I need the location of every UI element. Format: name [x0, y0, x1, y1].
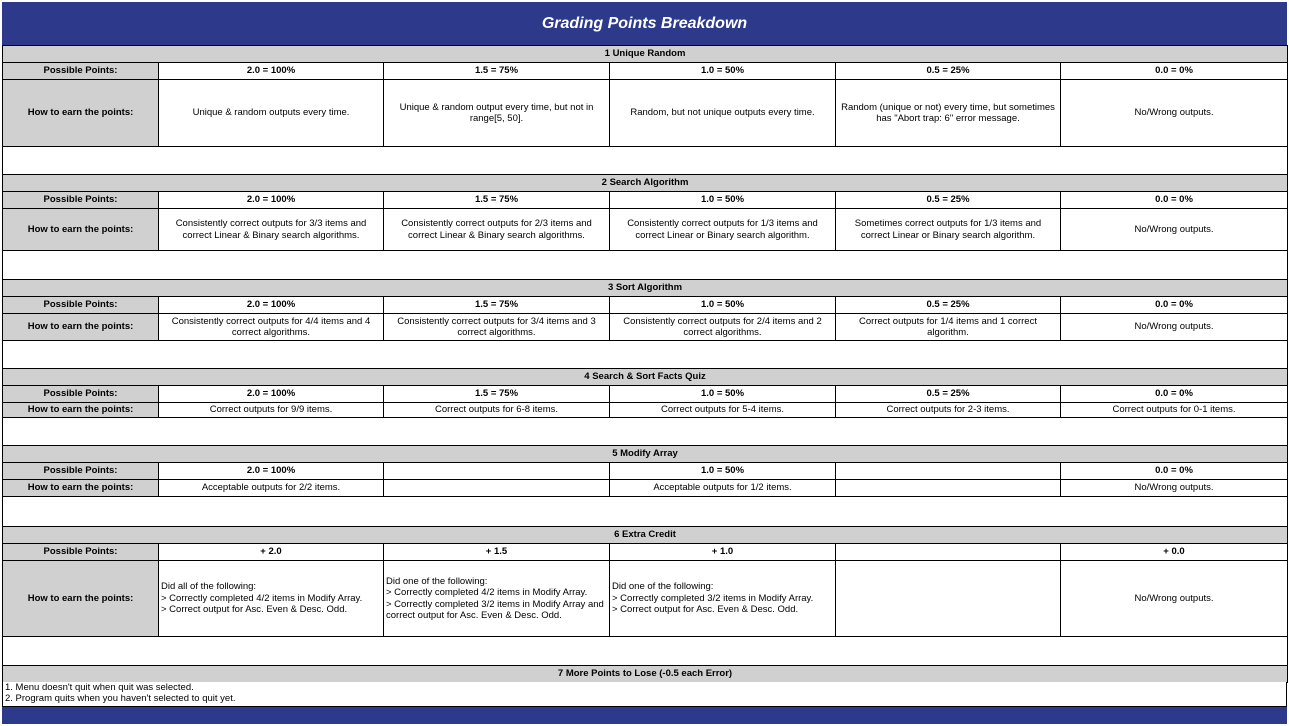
- points-header: + 1.5: [384, 544, 610, 561]
- criteria-cell: Did one of the following: > Correctly completed 3/2 items in Modify Array. > Correct output for Asc. Even & Desc. Odd.: [610, 561, 836, 637]
- points-header: [836, 463, 1061, 480]
- section-1-table: [2, 45, 1288, 175]
- criteria-cell: Random (unique or not) every time, but sometimes has "Abort trap: 6" error message.: [836, 80, 1061, 147]
- criteria-cell: Consistently correct outputs for 3/3 items and correct Linear & Binary search algorithms.: [159, 209, 384, 251]
- points-header: 1.0 = 50%: [610, 297, 836, 314]
- possible-points-label: Possible Points:: [3, 192, 159, 209]
- criteria-cell: Consistently correct outputs for 2/4 items and 2 correct algorithms.: [610, 314, 836, 341]
- criteria-cell: No/Wrong outputs.: [1061, 209, 1288, 251]
- criteria-cell: No/Wrong outputs.: [1061, 480, 1288, 497]
- how-to-earn-label: How to earn the points:: [3, 403, 159, 418]
- points-header: 1.0 = 50%: [610, 192, 836, 209]
- points-header: 0.0 = 0%: [1061, 63, 1288, 80]
- possible-points-label: Possible Points:: [3, 386, 159, 403]
- criteria-cell: Consistently correct outputs for 1/3 items and correct Linear or Binary search algorithm.: [610, 209, 836, 251]
- points-header: 0.5 = 25%: [836, 192, 1061, 209]
- criteria-cell: Unique & random outputs every time.: [159, 80, 384, 147]
- criteria-cell: Consistently correct outputs for 4/4 items and 4 correct algorithms.: [159, 314, 384, 341]
- penalty-list: [2, 682, 1287, 707]
- points-header: 2.0 = 100%: [159, 192, 384, 209]
- points-header: 1.0 = 50%: [610, 63, 836, 80]
- points-header: 1.0 = 50%: [610, 463, 836, 480]
- how-to-earn-label: How to earn the points:: [3, 314, 159, 341]
- criteria-cell: No/Wrong outputs.: [1061, 314, 1288, 341]
- points-header: 0.0 = 0%: [1061, 463, 1288, 480]
- points-header: + 2.0: [159, 544, 384, 561]
- how-to-earn-label: How to earn the points:: [3, 209, 159, 251]
- criteria-cell: Did all of the following: > Correctly completed 4/2 items in Modify Array. > Correct output for Asc. Even & Desc. Odd.: [159, 561, 384, 637]
- points-header: [384, 463, 610, 480]
- criteria-cell: Random, but not unique outputs every time.: [610, 80, 836, 147]
- section-3-table: [2, 279, 1288, 369]
- criteria-cell: Consistently correct outputs for 3/4 items and 3 correct algorithms.: [384, 314, 610, 341]
- points-header: 0.0 = 0%: [1061, 386, 1288, 403]
- spacer-row: [3, 637, 1288, 666]
- criteria-cell: [836, 561, 1061, 637]
- points-header: 1.5 = 75%: [384, 63, 610, 80]
- possible-points-label: Possible Points:: [3, 463, 159, 480]
- section-title: 2 Search Algorithm: [3, 175, 1288, 192]
- penalty-item: 1. Menu doesn't quit when quit was selected.: [5, 682, 194, 693]
- criteria-cell: [836, 480, 1061, 497]
- criteria-cell: Acceptable outputs for 1/2 items.: [610, 480, 836, 497]
- points-header: 2.0 = 100%: [159, 386, 384, 403]
- points-header: 1.5 = 75%: [384, 386, 610, 403]
- criteria-cell: Sometimes correct outputs for 1/3 items and correct Linear or Binary search algorithm.: [836, 209, 1061, 251]
- points-header: 1.0 = 50%: [610, 386, 836, 403]
- section-5-table: [2, 445, 1288, 527]
- points-header: + 1.0: [610, 544, 836, 561]
- points-header: [836, 544, 1061, 561]
- points-header: 2.0 = 100%: [159, 297, 384, 314]
- criteria-cell: [384, 480, 610, 497]
- criteria-cell: Correct outputs for 6-8 items.: [384, 403, 610, 418]
- criteria-cell: Acceptable outputs for 2/2 items.: [159, 480, 384, 497]
- points-header: 0.0 = 0%: [1061, 192, 1288, 209]
- section-4-table: [2, 368, 1288, 446]
- criteria-cell: No/Wrong outputs.: [1061, 561, 1288, 637]
- points-header: 2.0 = 100%: [159, 463, 384, 480]
- how-to-earn-label: How to earn the points:: [3, 480, 159, 497]
- section-title: 4 Search & Sort Facts Quiz: [3, 369, 1288, 386]
- section-6-table: [2, 526, 1288, 666]
- how-to-earn-label: How to earn the points:: [3, 80, 159, 147]
- criteria-cell: Correct outputs for 5-4 items.: [610, 403, 836, 418]
- section-title: 3 Sort Algorithm: [3, 280, 1288, 297]
- points-header: 0.5 = 25%: [836, 386, 1061, 403]
- criteria-cell: Unique & random output every time, but not in range[5, 50].: [384, 80, 610, 147]
- criteria-cell: Correct outputs for 0-1 items.: [1061, 403, 1288, 418]
- criteria-cell: Correct outputs for 2-3 items.: [836, 403, 1061, 418]
- criteria-cell: Correct outputs for 9/9 items.: [159, 403, 384, 418]
- points-header: 0.5 = 25%: [836, 297, 1061, 314]
- possible-points-label: Possible Points:: [3, 544, 159, 561]
- points-header: 1.5 = 75%: [384, 192, 610, 209]
- criteria-cell: Correct outputs for 1/4 items and 1 correct algorithm.: [836, 314, 1061, 341]
- spacer-row: [3, 418, 1288, 446]
- points-header: 2.0 = 100%: [159, 63, 384, 80]
- spacer-row: [3, 251, 1288, 280]
- criteria-cell: No/Wrong outputs.: [1061, 80, 1288, 147]
- points-header: + 0.0: [1061, 544, 1288, 561]
- section-title: 6 Extra Credit: [3, 527, 1288, 544]
- criteria-cell: Consistently correct outputs for 2/3 items and correct Linear & Binary search algorithms.: [384, 209, 610, 251]
- spacer-row: [3, 147, 1288, 175]
- section-title: 7 More Points to Lose (-0.5 each Error): [3, 666, 1288, 683]
- criteria-cell: Did one of the following: > Correctly completed 4/2 items in Modify Array. > Correctly completed 3/2 items in Modify Array and correct output for Asc. Even & Desc. Odd.: [384, 561, 610, 637]
- section-title: 1 Unique Random: [3, 46, 1288, 63]
- possible-points-label: Possible Points:: [3, 63, 159, 80]
- spacer-row: [3, 341, 1288, 369]
- section-title: 5 Modify Array: [3, 446, 1288, 463]
- footer-bar: [2, 707, 1287, 724]
- section-7-table: [2, 665, 1288, 683]
- penalty-item: 2. Program quits when you haven't selected to quit yet.: [5, 693, 236, 704]
- spacer-row: [3, 497, 1288, 527]
- possible-points-label: Possible Points:: [3, 297, 159, 314]
- points-header: 0.5 = 25%: [836, 63, 1061, 80]
- sheet-title: Grading Points Breakdown: [2, 2, 1287, 45]
- points-header: 0.0 = 0%: [1061, 297, 1288, 314]
- points-header: 1.5 = 75%: [384, 297, 610, 314]
- how-to-earn-label: How to earn the points:: [3, 561, 159, 637]
- section-2-table: [2, 174, 1288, 280]
